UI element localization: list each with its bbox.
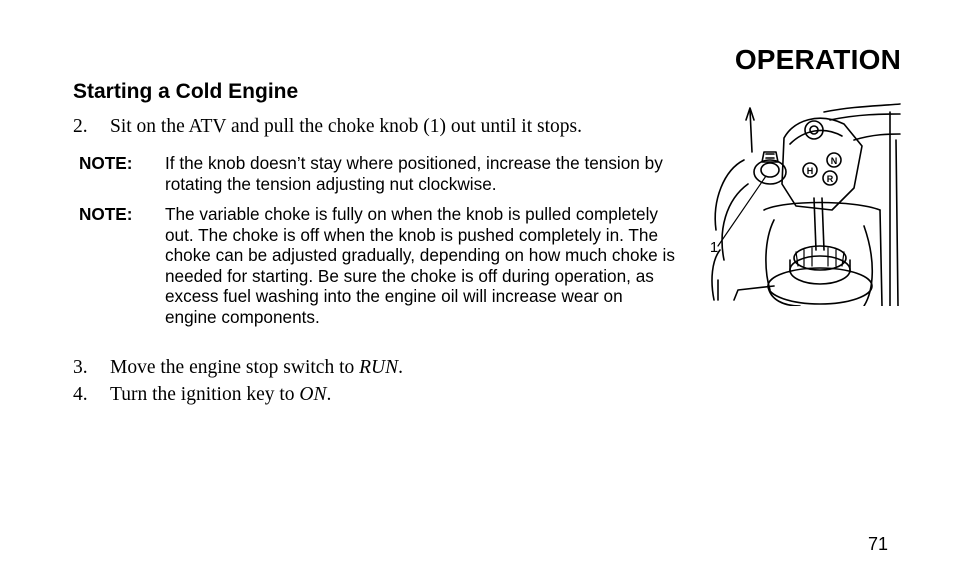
- step-4: [73, 384, 331, 406]
- note-variable-choke: [79, 204, 679, 328]
- step-emphasis: ON: [299, 384, 327, 405]
- step-number: 3.: [73, 357, 88, 378]
- step-3: [73, 357, 403, 379]
- note-knob-tension: [79, 153, 679, 194]
- choke-knob-illustration: [704, 100, 904, 306]
- note-label: NOTE:: [79, 153, 133, 173]
- section-title: OPERATION: [734, 44, 901, 75]
- step-text: Sit on the ATV and pull the choke knob (1) out until it stops.: [110, 116, 582, 137]
- step-text: Move the engine stop switch to: [110, 357, 360, 378]
- note-text: If the knob doesn’t stay where positioned, increase the tension by rotating the tension adjusting nut clockwise.: [165, 153, 663, 194]
- step-text-end: .: [398, 357, 404, 378]
- switch-label-r: R: [826, 174, 834, 184]
- note-text: The variable choke is fully on when the knob is pulled completely out. The choke is off when the knob is pushed completely in. The choke can be adjusted gradually, depending on how much choke is needed for starting. Be sure the choke is off during operation, as excess fuel washing into the engine oil will increase wear on engine components.: [165, 204, 675, 327]
- step-text-end: .: [326, 384, 332, 405]
- callout-number: 1: [709, 239, 719, 256]
- step-text: Turn the ignition key to: [110, 384, 300, 405]
- step-number: 4.: [73, 384, 88, 405]
- switch-label-h: H: [806, 166, 814, 176]
- page-heading: Starting a Cold Engine: [73, 80, 299, 103]
- step-number: 2.: [73, 116, 88, 137]
- note-label: NOTE:: [79, 204, 133, 224]
- step-2: [73, 116, 582, 138]
- page-number: 71: [867, 534, 888, 554]
- switch-label-n: N: [830, 156, 838, 166]
- step-emphasis: RUN: [359, 357, 399, 378]
